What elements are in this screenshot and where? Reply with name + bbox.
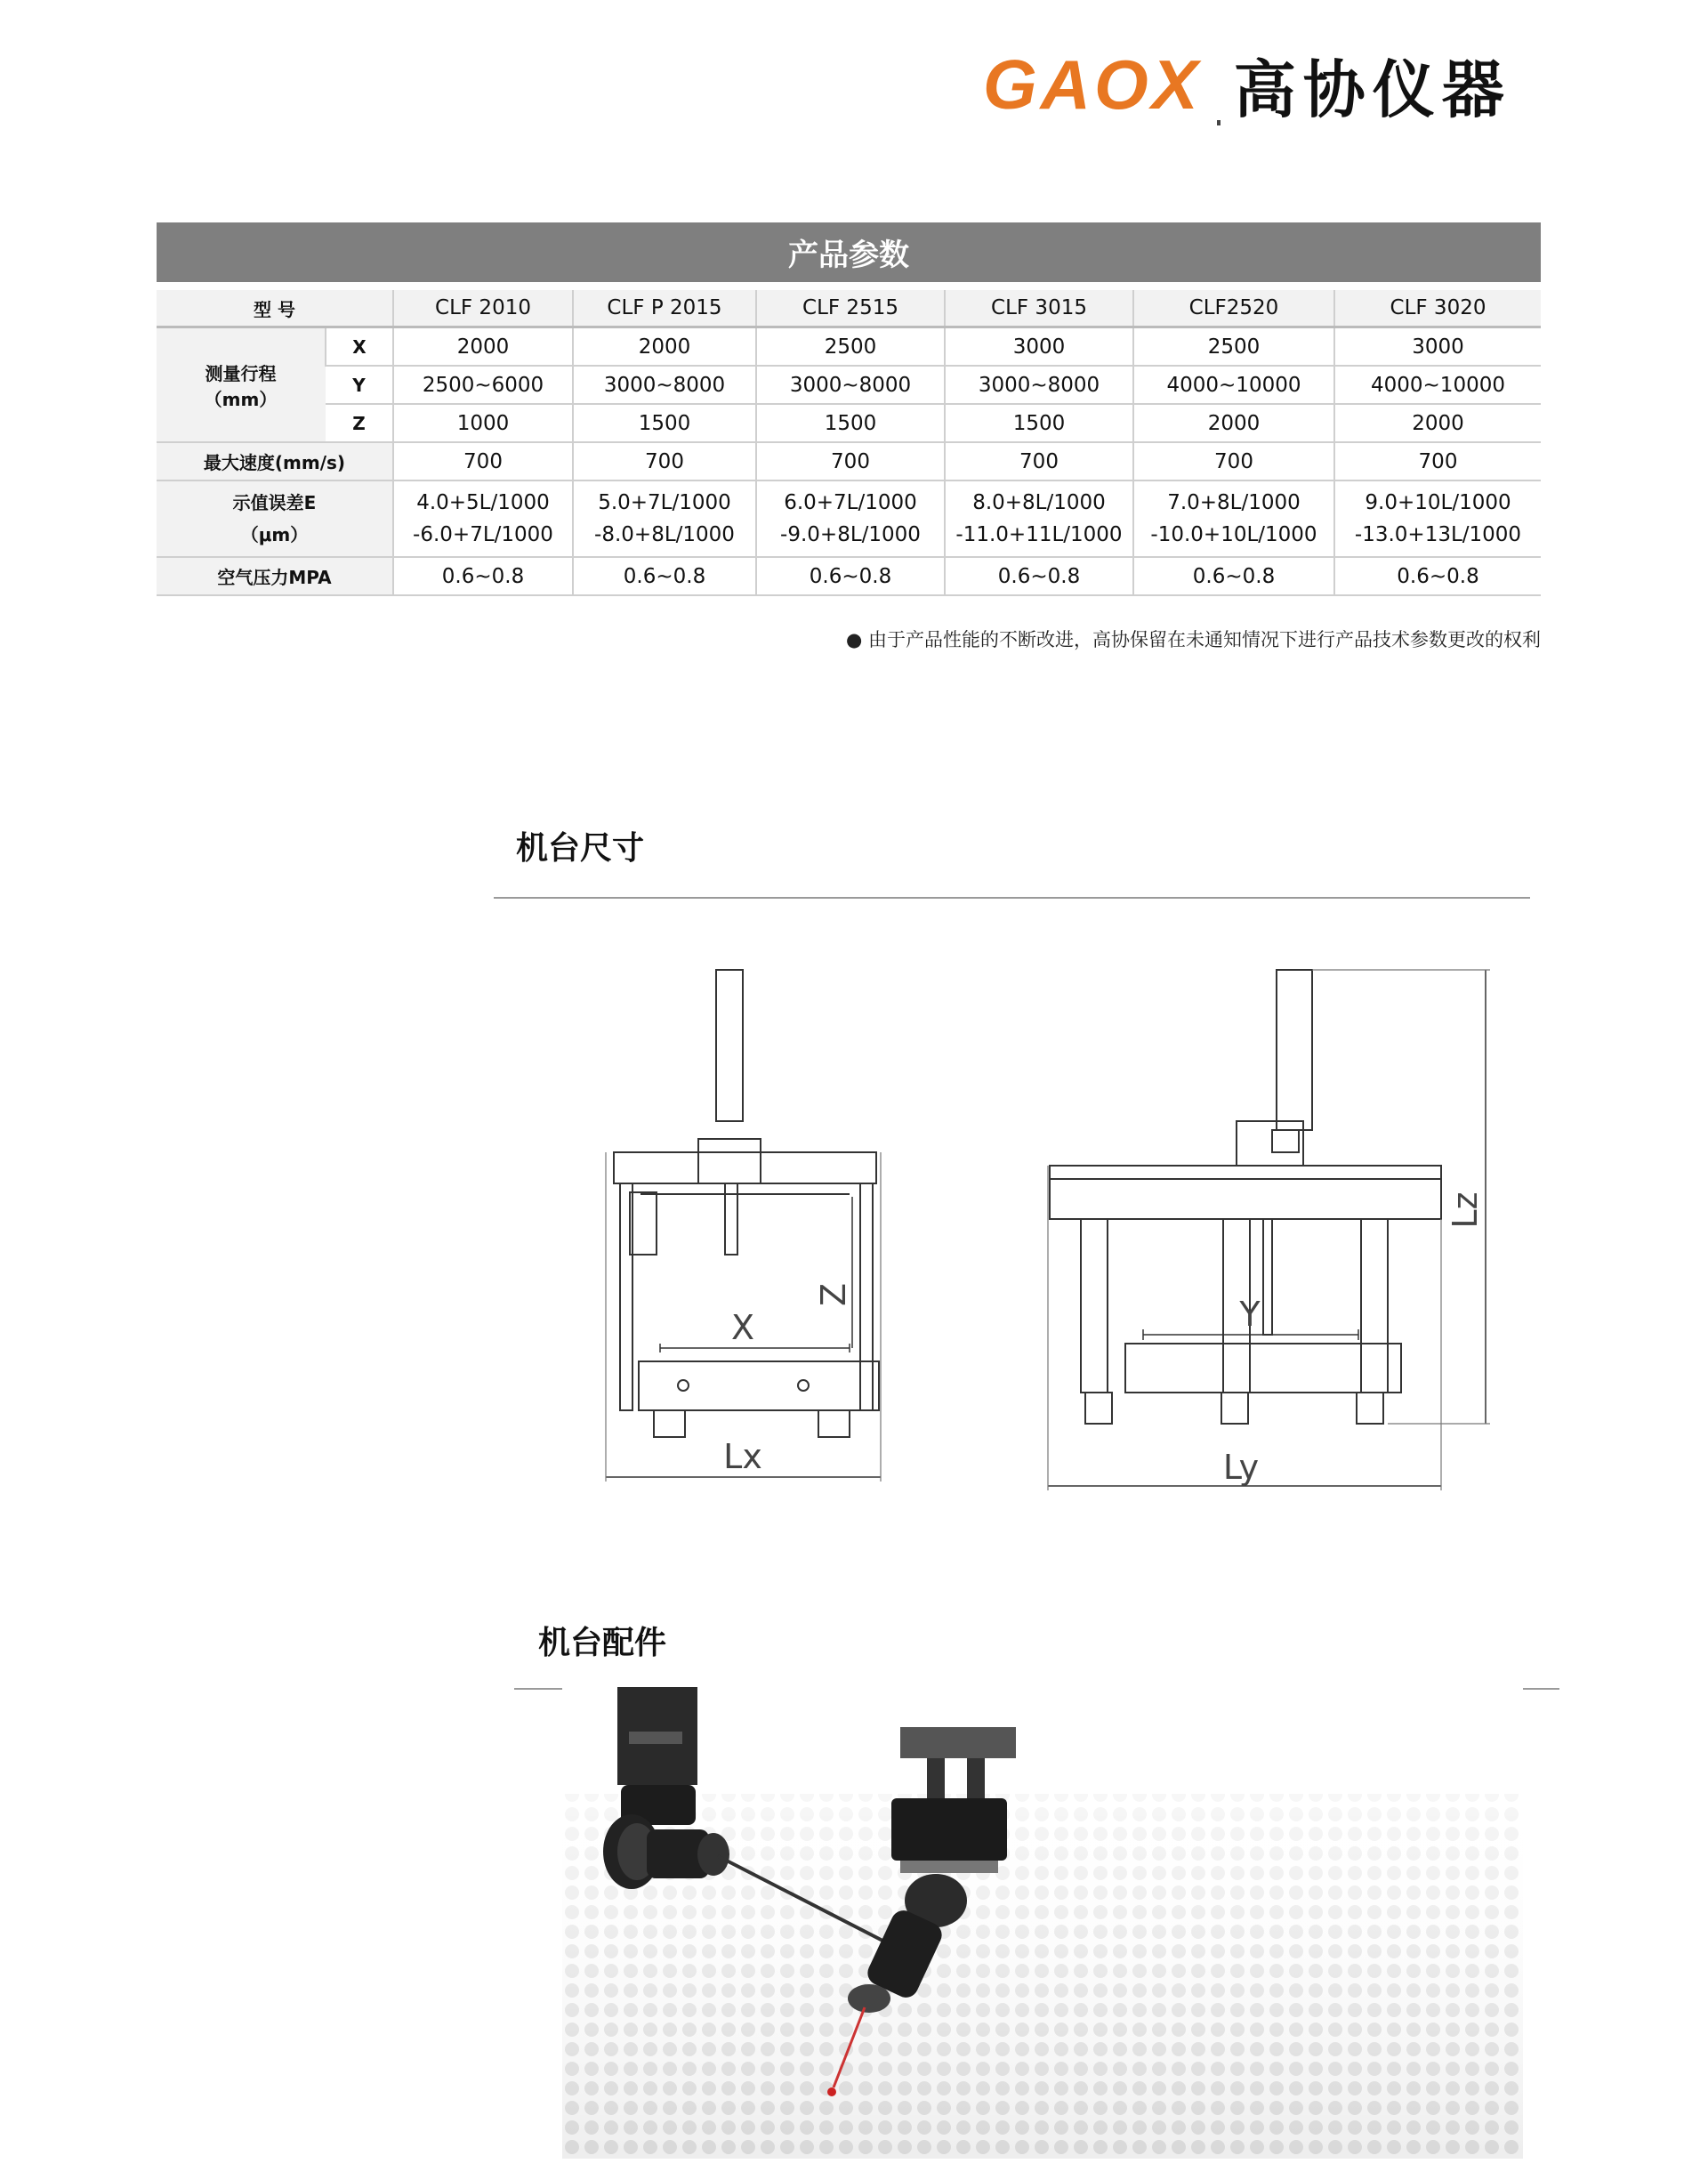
table-cell: 2000 <box>1133 404 1334 442</box>
model-name: CLF 2010 <box>393 290 573 327</box>
brand-tick-mark <box>1217 120 1221 125</box>
table-cell: 4000~10000 <box>1334 366 1541 404</box>
machine-dimension-drawing <box>587 952 1530 1522</box>
table-cell: 3000~8000 <box>756 366 945 404</box>
table-cell: 3000 <box>1334 327 1541 367</box>
table-cell: 700 <box>393 442 573 480</box>
table-cell: 700 <box>1133 442 1334 480</box>
dimensions-title: 机台尺寸 <box>516 830 645 867</box>
travel-label-line1: 测量行程 <box>205 362 277 384</box>
model-name: CLF 3015 <box>945 290 1133 327</box>
axis-label-y: Y <box>326 366 393 404</box>
dim-label-y: Y <box>1239 1295 1261 1334</box>
accessories-title: 机台配件 <box>538 1625 667 1661</box>
error-row <box>157 480 1541 557</box>
probe-heads-photo <box>562 1687 1523 2159</box>
table-cell: 2000 <box>1334 404 1541 442</box>
model-name: CLF 2515 <box>756 290 945 327</box>
table-cell: 5.0+7L/1000 -8.0+8L/1000 <box>573 480 756 557</box>
axis-label-z: Z <box>326 404 393 442</box>
dim-label-lx: Lx <box>723 1437 762 1476</box>
model-name: CLF2520 <box>1133 290 1334 327</box>
spec-header-row <box>157 290 1541 327</box>
table-cell: 3000~8000 <box>945 366 1133 404</box>
travel-y-row <box>157 366 1541 404</box>
table-cell: 0.6~0.8 <box>393 557 573 595</box>
dim-label-x: X <box>730 1308 755 1347</box>
brand-name: 高协仪器 <box>1233 52 1511 126</box>
table-cell: 1500 <box>573 404 756 442</box>
brand-header <box>983 36 1511 133</box>
probe-heads-illustration <box>562 1687 1523 2159</box>
spec-banner: 产品参数 <box>157 222 1541 282</box>
travel-label <box>157 327 326 443</box>
table-cell: 9.0+10L/1000 -13.0+13L/1000 <box>1334 480 1541 557</box>
air-row <box>157 557 1541 595</box>
front-view <box>606 970 881 1482</box>
table-cell: 2500~6000 <box>393 366 573 404</box>
table-cell: 700 <box>1334 442 1541 480</box>
model-name: CLF P 2015 <box>573 290 756 327</box>
table-cell: 6.0+7L/1000 -9.0+8L/1000 <box>756 480 945 557</box>
side-view <box>1048 970 1490 1490</box>
table-cell: 7.0+8L/1000 -10.0+10L/1000 <box>1133 480 1334 557</box>
dimensions-divider <box>494 897 1530 899</box>
table-cell: 8.0+8L/1000 -11.0+11L/1000 <box>945 480 1133 557</box>
table-cell: 3000~8000 <box>573 366 756 404</box>
model-name: CLF 3020 <box>1334 290 1541 327</box>
axis-label-x: X <box>326 327 393 367</box>
spec-table <box>157 290 1541 596</box>
dim-label-z: Z <box>814 1282 853 1307</box>
brand-logo: GAOX <box>983 44 1202 124</box>
travel-x-row <box>157 327 1541 367</box>
table-cell: 3000 <box>945 327 1133 367</box>
table-cell: 2000 <box>393 327 573 367</box>
table-cell: 4000~10000 <box>1133 366 1334 404</box>
table-cell: 2000 <box>573 327 756 367</box>
table-cell: 0.6~0.8 <box>756 557 945 595</box>
error-label-line1: 示值误差E <box>232 492 317 513</box>
travel-z-row <box>157 404 1541 442</box>
table-cell: 700 <box>573 442 756 480</box>
model-label: 型 号 <box>157 290 393 327</box>
travel-label-line2: （mm） <box>204 388 278 410</box>
table-cell: 700 <box>945 442 1133 480</box>
spec-note: ● 由于产品性能的不断改进，高协保留在未通知情况下进行产品技术参数更改的权利 <box>846 629 1541 650</box>
table-cell: 2500 <box>756 327 945 367</box>
table-cell: 0.6~0.8 <box>1334 557 1541 595</box>
table-cell: 1500 <box>756 404 945 442</box>
speed-row <box>157 442 1541 480</box>
table-cell: 4.0+5L/1000 -6.0+7L/1000 <box>393 480 573 557</box>
table-cell: 1000 <box>393 404 573 442</box>
dim-label-ly: Ly <box>1222 1448 1260 1487</box>
error-label <box>157 480 393 557</box>
error-label-line2: （μm） <box>240 524 309 545</box>
table-cell: 2500 <box>1133 327 1334 367</box>
table-cell: 0.6~0.8 <box>573 557 756 595</box>
table-cell: 0.6~0.8 <box>945 557 1133 595</box>
dim-label-lz: Lz <box>1446 1191 1485 1229</box>
speed-label: 最大速度(mm/s) <box>157 442 393 480</box>
air-label: 空气压力MPA <box>157 557 393 595</box>
table-cell: 1500 <box>945 404 1133 442</box>
table-cell: 700 <box>756 442 945 480</box>
table-cell: 0.6~0.8 <box>1133 557 1334 595</box>
